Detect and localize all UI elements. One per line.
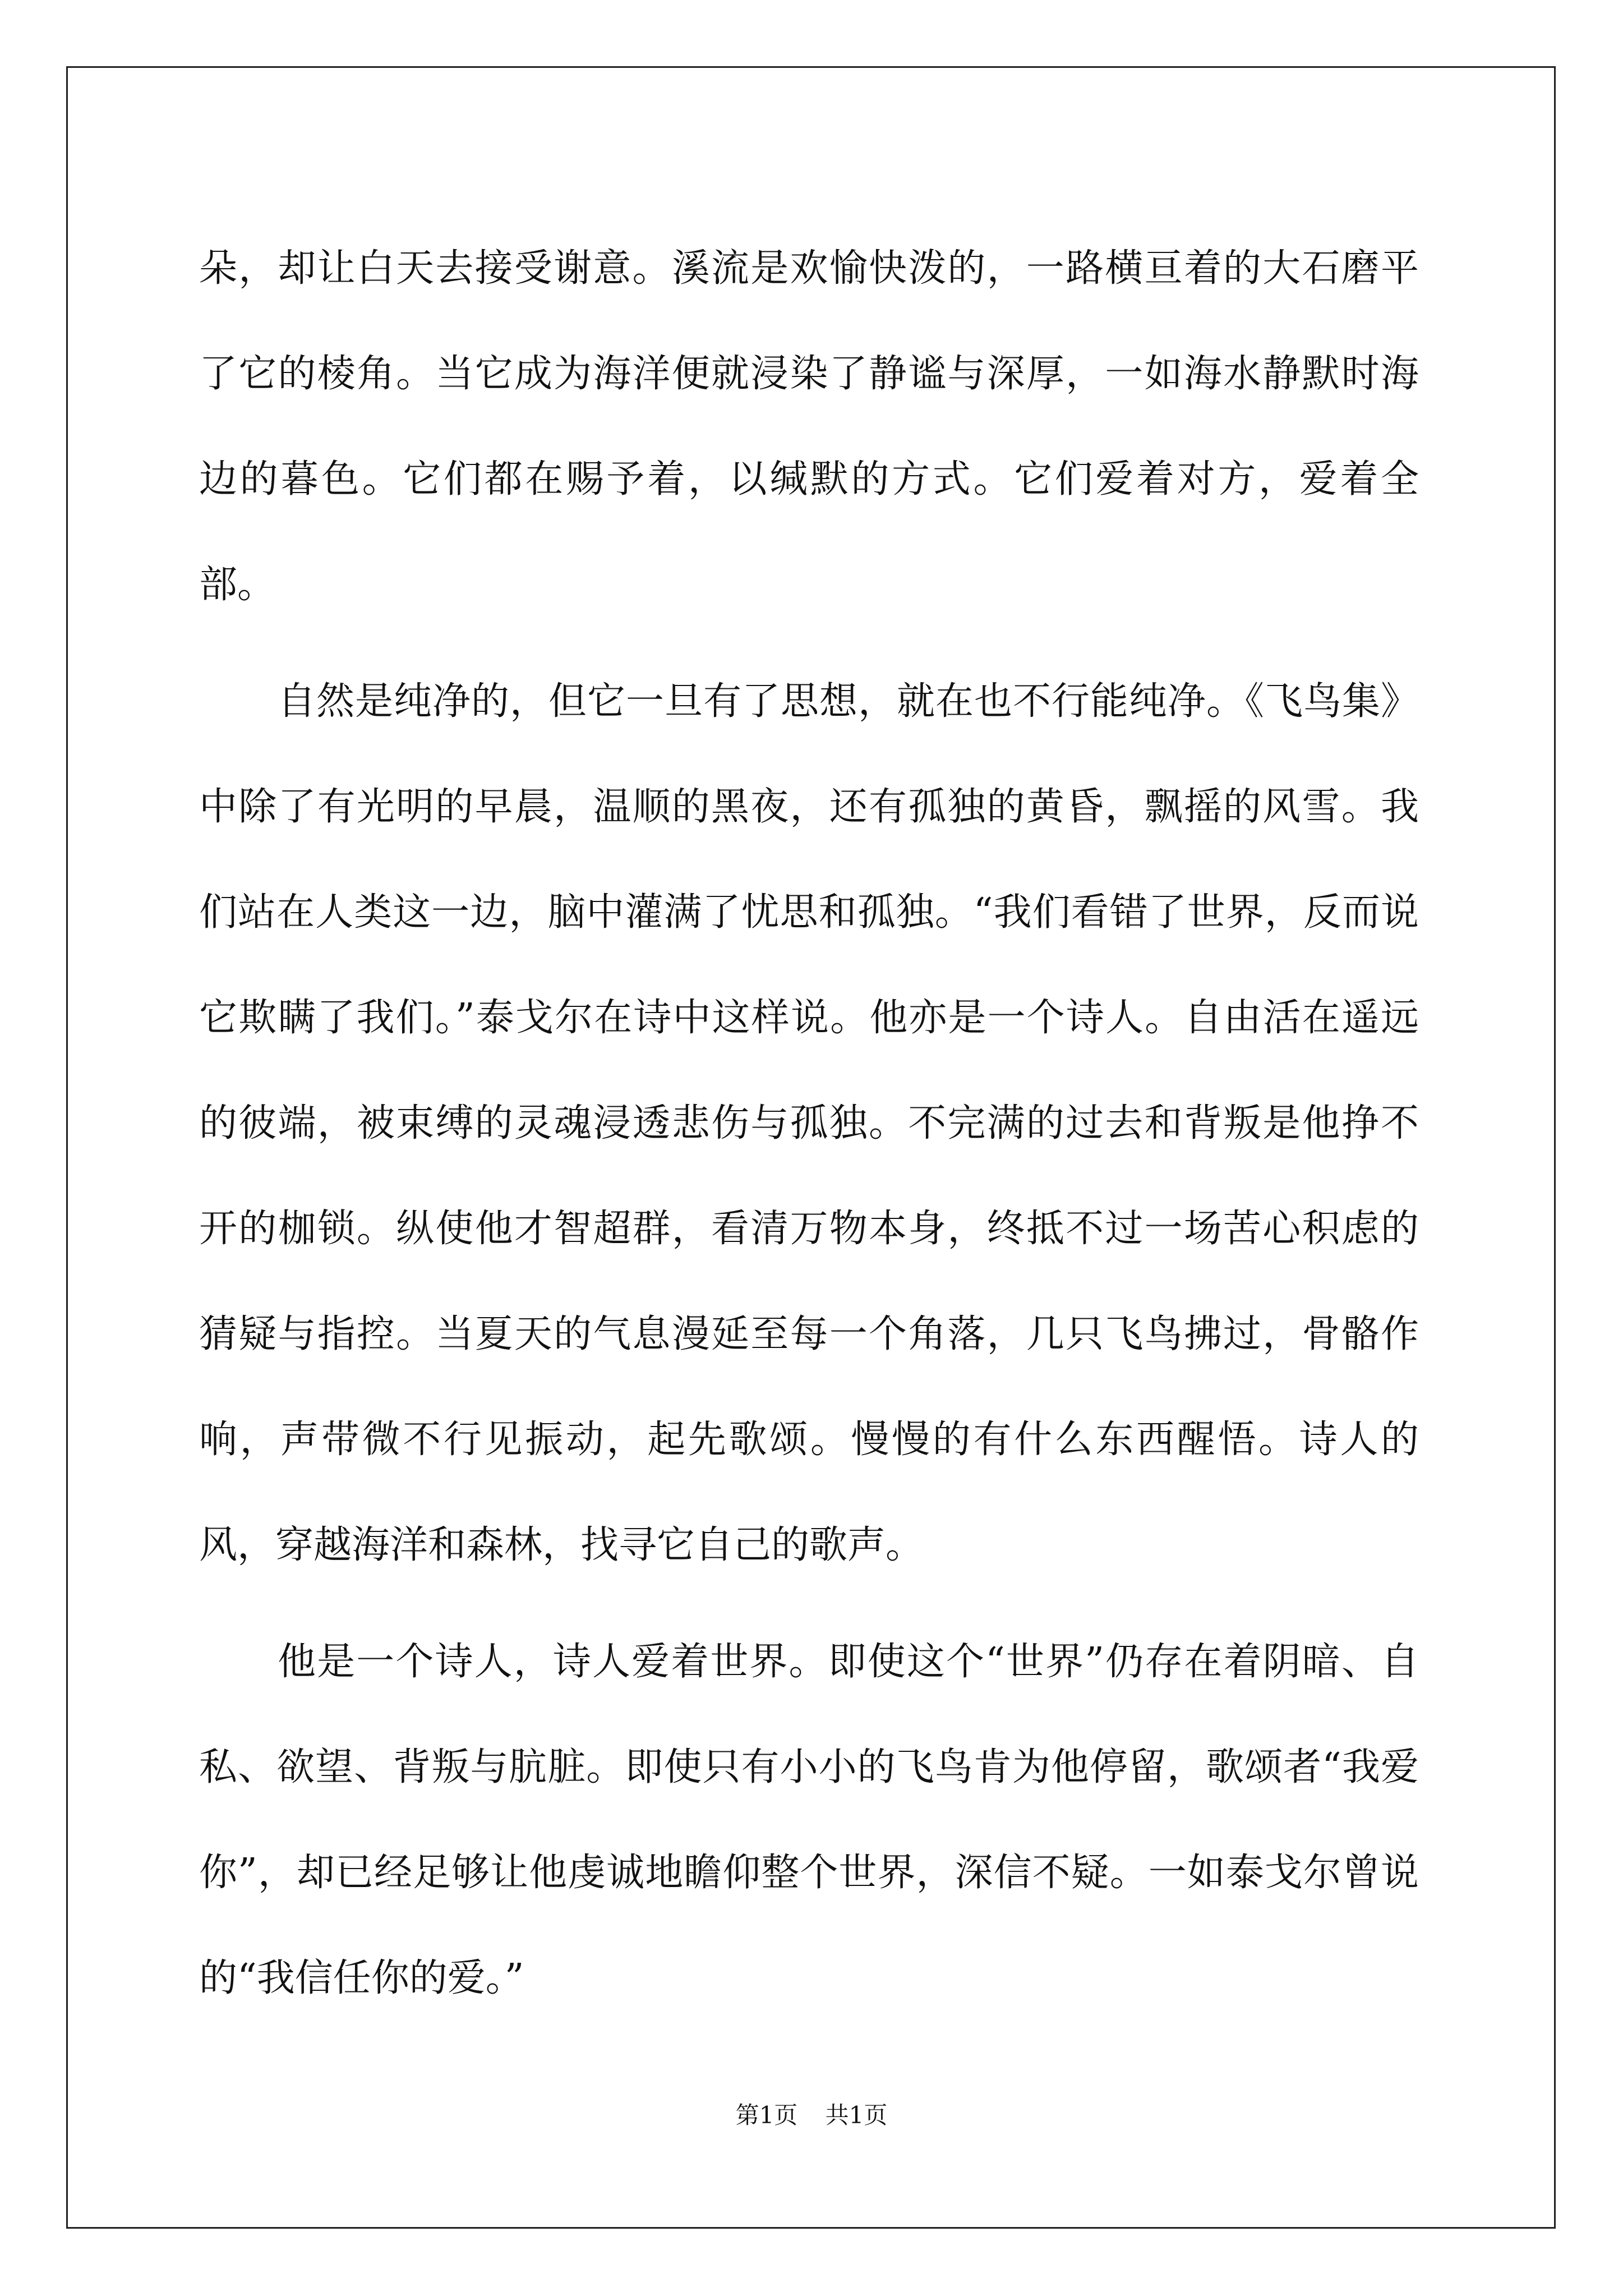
page-total: 共1页: [825, 2101, 888, 2129]
paragraph-3: 他是一个诗人，诗人爱着世界。即使这个“世界”仍存在着阴暗、自私、欲望、背叛与肮脏。即使只有小小的飞鸟肯为他停留，歌颂者“我爱你”，却已经足够让他虔诚地瞻仰整个世界，深信不疑。一如泰戈尔曾说的“我信任你的爱。”: [199, 1640, 1419, 2000]
page-footer: [0, 2097, 1623, 2131]
paragraph-2: 自然是纯净的，但它一旦有了思想，就在也不行能纯净。《飞鸟集》中除了有光明的早晨，温顺的黑夜，还有孤独的黄昏，飘摇的风雪。我们站在人类这一边，脑中灌满了忧思和孤独。“我们看错了世界，反而说它欺瞒了我们。”泰戈尔在诗中这样说。他亦是一个诗人。自由活在遥远的彼端，被束缚的灵魂浸透悲伤与孤独。不完满的过去和背叛是他挣不开的枷锁。纵使他才智超群，看清万物本身，终抵不过一场苦心积虑的猜疑与指控。当夏天的气息漫延至每一个角落，几只飞鸟拂过，骨骼作响，声带微不行见振动，起先歌颂。慢慢的有什么东西醒悟。诗人的风，穿越海洋和森林，找寻它自己的歌声。: [199, 679, 1419, 1567]
page-number: 第1页: [735, 2101, 798, 2129]
document-body: [199, 216, 1419, 2042]
paragraph-1: 朵，却让白天去接受谢意。溪流是欢愉快泼的，一路横亘着的大石磨平了它的棱角。当它成为海洋便就浸染了静谧与深厚，一如海水静默时海边的暮色。它们都在赐予着，以缄默的方式。它们爱着对方，爱着全部。: [199, 246, 1419, 607]
